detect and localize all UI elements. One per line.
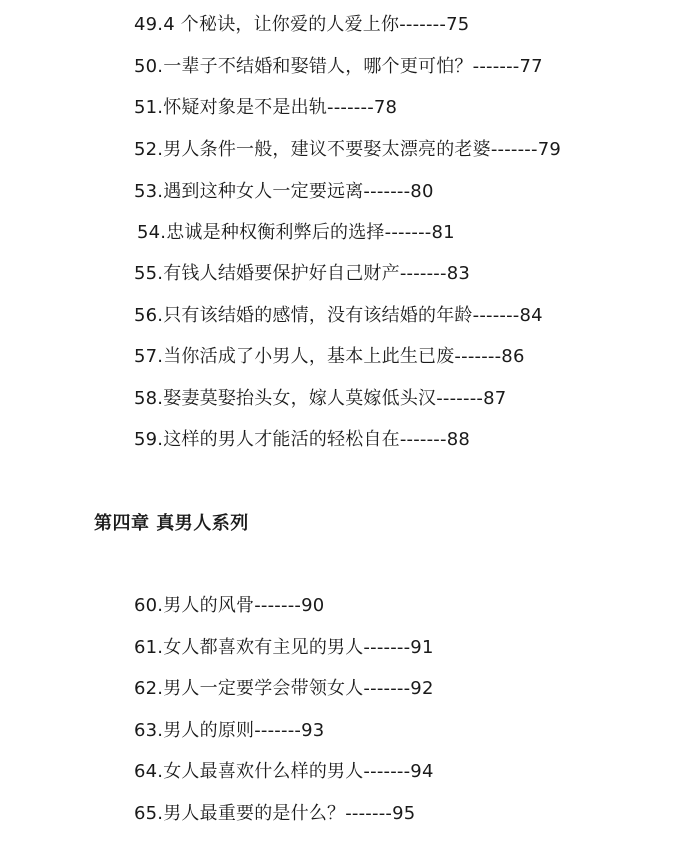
toc-entry-60: 60.男人的风骨-------90 — [134, 595, 325, 616]
toc-entry-61: 61.女人都喜欢有主见的男人-------91 — [134, 637, 434, 658]
toc-entry-65: 65.男人最重要的是什么？-------95 — [134, 803, 416, 824]
toc-entry-49: 49.4 个秘诀，让你爱的人爱上你-------75 — [134, 14, 470, 35]
toc-entry-64: 64.女人最喜欢什么样的男人-------94 — [134, 761, 434, 782]
toc-entry-57: 57.当你活成了小男人，基本上此生已废-------86 — [134, 346, 525, 367]
toc-entry-56: 56.只有该结婚的感情，没有该结婚的年龄-------84 — [134, 305, 543, 326]
toc-entry-63: 63.男人的原则-------93 — [134, 720, 325, 741]
toc-entry-62: 62.男人一定要学会带领女人-------92 — [134, 678, 434, 699]
toc-entry-54: 54.忠诚是种权衡利弊后的选择-------81 — [137, 222, 455, 243]
toc-entry-59: 59.这样的男人才能活的轻松自在-------88 — [134, 429, 470, 450]
toc-entry-58: 58.娶妻莫娶抬头女，嫁人莫嫁低头汉-------87 — [134, 388, 507, 409]
chapter-heading: 第四章 真男人系列 — [94, 513, 249, 534]
toc-entry-51: 51.怀疑对象是不是出轨-------78 — [134, 97, 398, 118]
toc-entry-53: 53.遇到这种女人一定要远离-------80 — [134, 181, 434, 202]
toc-entry-50: 50.一辈子不结婚和娶错人，哪个更可怕？-------77 — [134, 56, 543, 77]
toc-entry-52: 52.男人条件一般，建议不要娶太漂亮的老婆-------79 — [134, 139, 561, 160]
toc-entry-55: 55.有钱人结婚要保护好自己财产-------83 — [134, 263, 470, 284]
